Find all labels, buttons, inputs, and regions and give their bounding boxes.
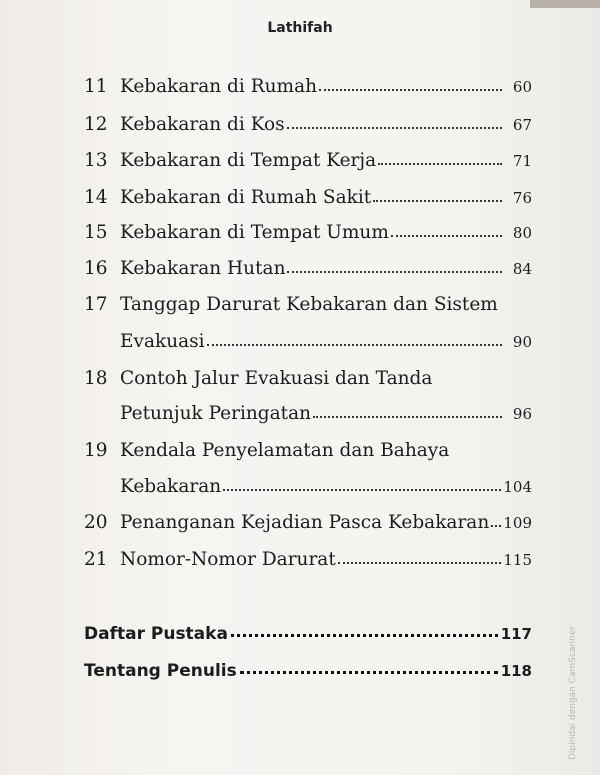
toc-entry [84, 218, 532, 248]
toc-number: 16 [84, 258, 108, 279]
toc-entry [84, 72, 532, 102]
leader-dots [231, 634, 498, 637]
toc-page: 67 [512, 116, 532, 134]
leader-dots [338, 560, 502, 564]
toc-title: Kebakaran [120, 476, 222, 497]
toc-entry [84, 508, 532, 538]
toc-entry [84, 545, 532, 575]
toc-number: 14 [84, 187, 108, 208]
toc-entry [84, 110, 532, 140]
leader-dots [313, 414, 502, 418]
toc-entry-continuation [84, 472, 532, 502]
leader-dots [287, 125, 502, 129]
toc-title: Daftar Pustaka [84, 624, 228, 644]
toc-title: Nomor-Nomor Darurat [120, 549, 336, 570]
toc-number: 20 [84, 512, 108, 533]
leader-dots [207, 342, 502, 346]
leader-dots [391, 233, 502, 237]
toc-page: 118 [500, 662, 532, 680]
toc-page: 96 [512, 405, 532, 423]
toc-entry [84, 254, 532, 284]
toc-page: 117 [500, 625, 532, 643]
toc-back-matter [84, 619, 532, 649]
leader-dots [378, 161, 502, 165]
toc-entry [84, 183, 532, 213]
toc-title: Penanganan Kejadian Pasca Kebakaran [120, 512, 490, 533]
leader-dots [287, 269, 502, 273]
toc-number: 21 [84, 549, 108, 570]
toc-entry [84, 290, 532, 320]
toc-page: 84 [512, 260, 532, 278]
toc-title: Contoh Jalur Evakuasi dan Tanda [120, 368, 433, 389]
leader-dots [373, 198, 502, 202]
toc-title: Petunjuk Peringatan [120, 403, 312, 424]
toc-number: 15 [84, 222, 108, 243]
scanner-watermark: Dipindai dengan CamScanner [568, 625, 578, 760]
toc-page: 60 [512, 78, 532, 96]
toc-title: Kebakaran Hutan [120, 258, 286, 279]
toc-title: Kebakaran di Rumah Sakit [120, 187, 372, 208]
toc-number: 13 [84, 150, 108, 171]
toc-entry [84, 146, 532, 176]
toc-title: Kendala Penyelamatan dan Bahaya [120, 440, 450, 461]
toc-title: Kebakaran di Rumah [120, 76, 318, 97]
running-header: Lathifah [267, 20, 333, 36]
page-corner-shadow [530, 0, 600, 8]
leader-dots [223, 487, 501, 491]
toc-title: Tentang Penulis [84, 661, 237, 681]
toc-number: 19 [84, 440, 108, 461]
toc-title: Kebakaran di Kos [120, 114, 285, 135]
toc-page: 115 [503, 551, 532, 569]
toc-page: 104 [503, 478, 532, 496]
toc-number: 17 [84, 294, 108, 315]
toc-page: 109 [503, 514, 532, 532]
toc-entry-continuation [84, 327, 532, 357]
toc-title: Tanggap Darurat Kebakaran dan Sistem [120, 294, 498, 315]
toc-number: 12 [84, 114, 108, 135]
toc-entry [84, 436, 532, 466]
toc-back-matter [84, 656, 532, 686]
toc-title: Evakuasi [120, 331, 205, 352]
toc-title: Kebakaran di Tempat Umum [120, 222, 389, 243]
toc-entry [84, 364, 532, 394]
leader-dots [319, 87, 502, 91]
toc-number: 18 [84, 368, 108, 389]
leader-dots [240, 671, 498, 674]
toc-page: 76 [512, 189, 532, 207]
toc-number: 11 [84, 76, 108, 97]
toc-page: 90 [512, 333, 532, 351]
toc-entry-continuation [84, 399, 532, 429]
toc-title: Kebakaran di Tempat Kerja [120, 150, 377, 171]
leader-dots [491, 523, 501, 527]
toc-page: 80 [512, 224, 532, 242]
toc-page: 71 [512, 152, 532, 170]
